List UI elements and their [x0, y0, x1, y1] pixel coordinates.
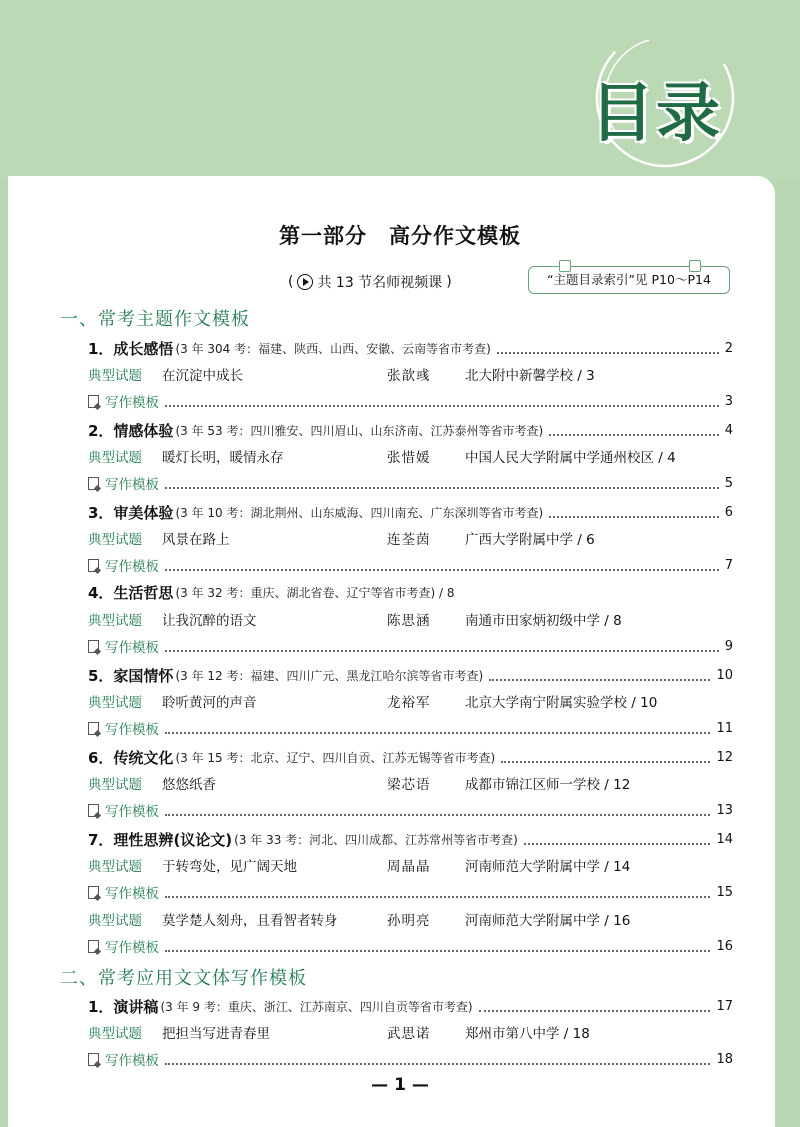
dot-leader	[549, 506, 719, 518]
template-label: 写作模板	[105, 886, 159, 902]
page-number: 13	[716, 802, 733, 818]
part-title: 第一部分 高分作文模板	[279, 224, 521, 248]
page-number: 3	[724, 393, 733, 409]
sample-title: 在沉淀中成长	[162, 368, 243, 384]
topic-note: (3 年 304 考：福建、陕西、山西、安徽、云南等省市考查)	[175, 341, 491, 356]
sample-author: 武思诺	[387, 1026, 431, 1042]
dot-leader	[165, 1053, 710, 1065]
topic-note: (3 年 10 考：湖北荆州、山东威海、四川南充、广东深圳等省市考查)	[175, 505, 544, 520]
sample-title: 聆听黄河的声音	[162, 695, 257, 711]
sample-author: 张歆彧	[387, 368, 431, 384]
document-icon	[88, 722, 99, 735]
template-label: 写作模板	[105, 640, 159, 656]
toc-topic-row[interactable]	[88, 995, 733, 1017]
sample-label: 典型试题	[88, 777, 142, 793]
sample-school: 南通市田家炳初级中学 / 8	[465, 613, 622, 629]
dot-leader	[489, 669, 710, 681]
toc-topic-row[interactable]	[88, 501, 733, 523]
document-icon	[88, 804, 99, 817]
video-course-note[interactable]: ( 共 13 节名师视频课 )	[288, 274, 452, 291]
topic-title: 5．家国情怀	[88, 666, 174, 685]
page-number: 2	[724, 340, 733, 356]
dot-leader	[479, 1000, 711, 1012]
sample-school: 河南师范大学附属中学 / 14	[465, 859, 631, 875]
clip-icon	[559, 260, 571, 272]
template-row[interactable]	[88, 799, 733, 821]
sample-row[interactable]	[88, 772, 733, 794]
sample-row[interactable]	[88, 690, 733, 712]
topic-note: (3 年 33 考：河北、四川成都、江苏常州等省市考查)	[234, 832, 518, 847]
topic-title: 4．生活哲思	[88, 583, 174, 602]
dot-leader	[165, 886, 710, 898]
template-row[interactable]	[88, 390, 733, 412]
sample-school: 河南师范大学附属中学 / 16	[465, 913, 631, 929]
page-title: 目录	[590, 77, 722, 151]
sample-school: 中国人民大学附属中学通州校区 / 4	[465, 450, 676, 466]
document-icon	[88, 1053, 99, 1066]
page-number: 9	[724, 638, 733, 654]
dot-leader	[165, 722, 710, 734]
sample-school: 北京大学南宁附属实验学校 / 10	[465, 695, 658, 711]
topic-note: (3 年 9 考：重庆、浙江、江苏南京、四川自贡等省市考查)	[160, 999, 473, 1014]
topic-note: (3 年 32 考：重庆、湖北省卷、辽宁等省市考查) / 8	[175, 585, 455, 600]
sample-row[interactable]	[88, 854, 733, 876]
sample-author: 龙裕军	[387, 695, 431, 711]
topic-title: 1．成长感悟	[88, 339, 174, 358]
sample-row[interactable]	[88, 908, 733, 930]
index-note-text: “主题目录索引”见 P10～P14	[547, 272, 711, 287]
document-icon	[88, 559, 99, 572]
sample-title: 把担当写进青春里	[162, 1026, 270, 1042]
section-heading: 一、常考主题作文模板	[60, 309, 250, 330]
sample-author: 陈思涵	[387, 613, 431, 629]
sample-school: 北大附中新馨学校 / 3	[465, 368, 595, 384]
topic-title: 2．情感体验	[88, 421, 174, 440]
document-icon	[88, 640, 99, 653]
sample-title: 让我沉醉的语文	[162, 613, 257, 629]
dot-leader	[165, 804, 710, 816]
topic-title: 6．传统文化	[88, 748, 174, 767]
sample-title: 于转弯处，见广阔天地	[162, 859, 297, 875]
sample-author: 梁芯语	[387, 777, 431, 793]
toc-topic-row[interactable]	[88, 337, 733, 359]
sample-label: 典型试题	[88, 450, 142, 466]
sample-title: 风景在路上	[162, 532, 230, 548]
topic-title: 1．演讲稿	[88, 997, 159, 1016]
dot-leader	[165, 640, 719, 652]
dot-leader	[497, 342, 719, 354]
page-number: 12	[716, 749, 733, 765]
footer-page-number: — 1 —	[371, 1075, 429, 1095]
sample-school: 成都市锦江区师一学校 / 12	[465, 777, 631, 793]
toc-topic-row[interactable]	[88, 664, 733, 686]
section-heading: 二、常考应用文文体写作模板	[60, 968, 307, 989]
sample-row[interactable]	[88, 1021, 733, 1043]
topic-note: (3 年 15 考：北京、辽宁、四川自贡、江苏无锡等省市考查)	[175, 750, 496, 765]
page-number: 6	[724, 504, 733, 520]
sample-author: 连荃茵	[387, 532, 431, 548]
sample-school: 郑州市第八中学 / 18	[465, 1026, 590, 1042]
document-icon	[88, 940, 99, 953]
page-number: 4	[724, 422, 733, 438]
sample-label: 典型试题	[88, 913, 142, 929]
sample-label: 典型试题	[88, 859, 142, 875]
document-icon	[88, 886, 99, 899]
sample-label: 典型试题	[88, 695, 142, 711]
sample-author: 周晶晶	[387, 859, 431, 875]
template-label: 写作模板	[105, 940, 159, 956]
template-row[interactable]	[88, 554, 733, 576]
page-number: 17	[716, 998, 733, 1014]
sample-row[interactable]	[88, 608, 733, 630]
sample-title: 莫学楚人刻舟，且看智者转身	[162, 913, 338, 929]
template-row[interactable]	[88, 935, 733, 957]
sample-label: 典型试题	[88, 368, 142, 384]
sample-row[interactable]	[88, 527, 733, 549]
sample-label: 典型试题	[88, 613, 142, 629]
dot-leader	[165, 559, 719, 571]
template-label: 写作模板	[105, 1053, 159, 1069]
sample-author: 张惜媛	[387, 450, 431, 466]
dot-leader	[165, 395, 719, 407]
toc-topic-row[interactable]	[88, 828, 733, 850]
dot-leader	[524, 833, 711, 845]
sample-title: 暖灯长明，暖情永存	[162, 450, 284, 466]
index-note-box	[528, 266, 730, 294]
toc-topic-row[interactable]	[88, 746, 733, 768]
sample-author: 孙明亮	[387, 913, 431, 929]
sample-title: 悠悠纸香	[162, 777, 216, 793]
template-row[interactable]	[88, 1048, 733, 1070]
clip-icon	[689, 260, 701, 272]
sample-label: 典型试题	[88, 1026, 142, 1042]
dot-leader	[501, 751, 710, 763]
template-label: 写作模板	[105, 804, 159, 820]
template-row[interactable]	[88, 881, 733, 903]
sample-label: 典型试题	[88, 532, 142, 548]
template-label: 写作模板	[105, 559, 159, 575]
toc-topic-row[interactable]	[88, 419, 733, 441]
dot-leader	[549, 424, 719, 436]
template-label: 写作模板	[105, 477, 159, 493]
topic-title: 3．审美体验	[88, 503, 174, 522]
topic-note: (3 年 53 考：四川雅安、四川眉山、山东济南、江苏泰州等省市考查)	[175, 423, 544, 438]
page-number: 7	[724, 557, 733, 573]
template-row[interactable]	[88, 635, 733, 657]
sample-row[interactable]	[88, 445, 733, 467]
dot-leader	[165, 940, 710, 952]
page-number: 16	[716, 938, 733, 954]
page-number: 10	[716, 667, 733, 683]
page-number: 18	[716, 1051, 733, 1067]
sample-school: 广西大学附属中学 / 6	[465, 532, 595, 548]
document-icon	[88, 395, 99, 408]
document-icon	[88, 477, 99, 490]
dot-leader	[165, 477, 719, 489]
page-number: 14	[716, 831, 733, 847]
template-label: 写作模板	[105, 722, 159, 738]
template-row[interactable]	[88, 717, 733, 739]
toc-topic-row[interactable]	[88, 581, 733, 603]
page-number: 15	[716, 884, 733, 900]
page-number: 11	[716, 720, 733, 736]
play-icon[interactable]	[297, 274, 313, 290]
template-row[interactable]	[88, 472, 733, 494]
topic-note: (3 年 12 考：福建、四川广元、黑龙江哈尔滨等省市考查)	[175, 668, 484, 683]
topic-title: 7．理性思辨(议论文)	[88, 830, 233, 849]
video-course-text: 共 13 节名师视频课	[317, 275, 443, 291]
template-label: 写作模板	[105, 395, 159, 411]
page-number: 5	[724, 475, 733, 491]
sample-row[interactable]	[88, 363, 733, 385]
